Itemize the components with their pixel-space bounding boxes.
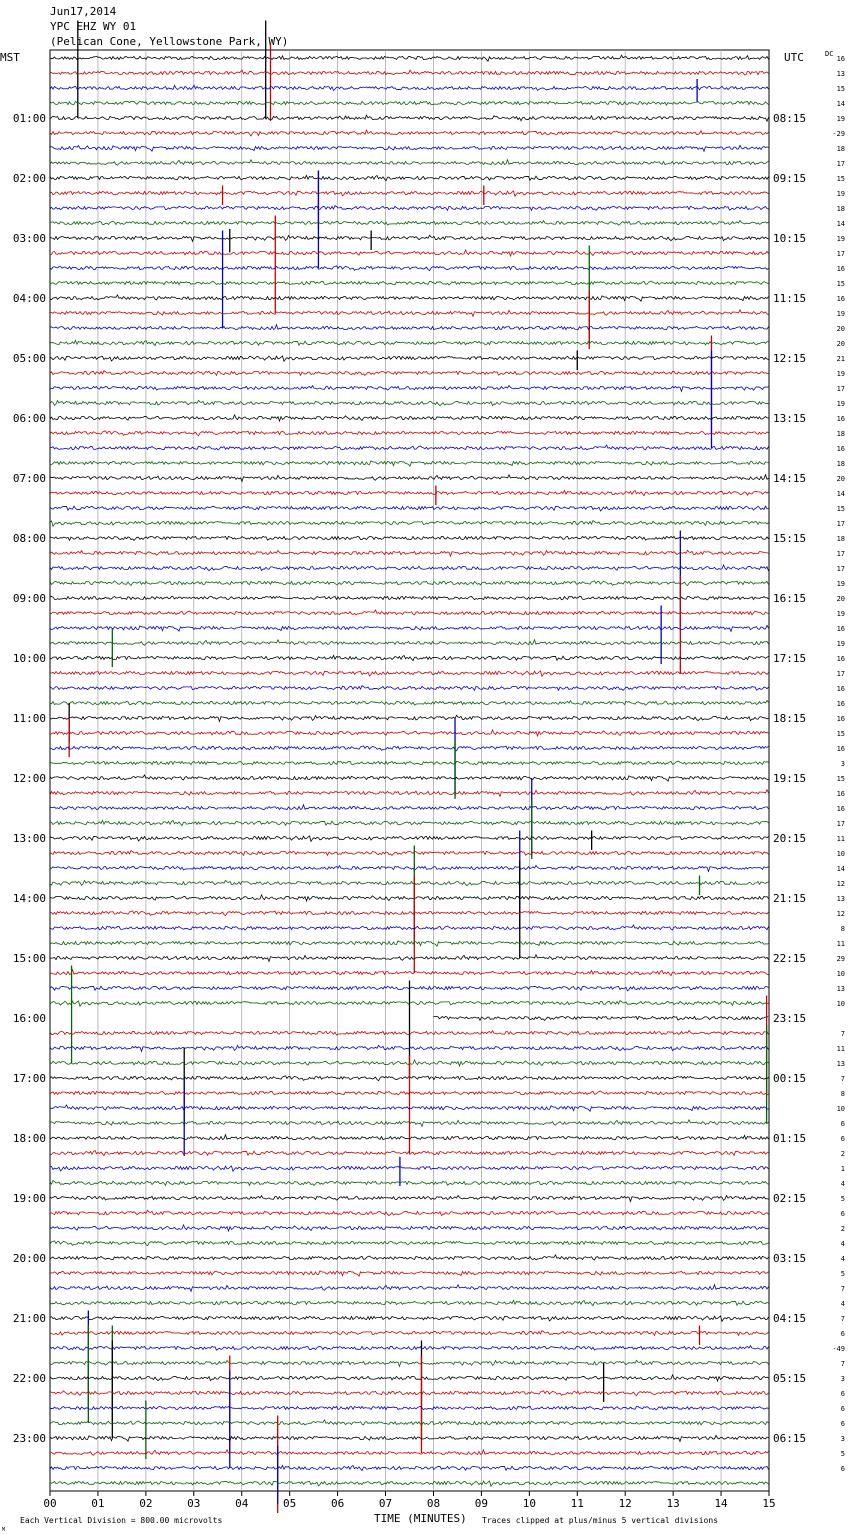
x-tick-label: 13 [666, 1497, 680, 1510]
utc-hour-label: 11:15 [773, 292, 807, 305]
x-tick-label: 14 [714, 1497, 728, 1510]
dc-offset-label: 16 [836, 685, 845, 693]
trace-line [50, 115, 769, 121]
dc-offset-label: 12 [836, 880, 845, 888]
trace-line [50, 356, 769, 361]
mst-hour-label: 09:00 [12, 592, 46, 605]
utc-hour-label: 00:15 [773, 1072, 807, 1085]
dc-offset-label: 6 [840, 1405, 845, 1413]
dc-offset-label: 15 [836, 280, 845, 288]
plot-frame [50, 50, 769, 1491]
label-layer [0, 50, 845, 1533]
chart-date: Jun17,2014 [50, 5, 117, 18]
dc-offset-label: 10 [836, 1000, 845, 1008]
trace-line [50, 1210, 769, 1215]
trace-line [50, 941, 769, 946]
trace-line [50, 1285, 769, 1292]
x-tick-label: 00 [43, 1497, 57, 1510]
dc-offset-label: 19 [836, 235, 845, 243]
utc-hour-label: 19:15 [773, 772, 807, 785]
dc-offset-label: 29 [836, 955, 845, 963]
dc-offset-label: 1 [840, 1165, 845, 1173]
trace-line [50, 1181, 769, 1186]
mst-hour-label: 10:00 [12, 652, 46, 665]
dc-offset-label: 18 [836, 535, 845, 543]
mst-hour-label: 05:00 [12, 352, 46, 365]
mst-hour-label: 21:00 [12, 1312, 46, 1325]
dc-offset-label: 2 [840, 1150, 845, 1158]
mst-axis-title: MST [0, 51, 20, 64]
dc-offset-label: 19 [836, 310, 845, 318]
mst-hour-label: 19:00 [12, 1192, 46, 1205]
trace-line [50, 880, 769, 885]
trace-line [50, 596, 769, 600]
mst-hour-label: 11:00 [12, 712, 46, 725]
trace-line [50, 1450, 769, 1455]
dc-offset-label: 6 [840, 1390, 845, 1398]
dc-offset-label: 16 [836, 265, 845, 273]
dc-offset-label: 4 [840, 1180, 845, 1188]
dc-offset-label: 10 [836, 970, 845, 978]
x-tick-label: 03 [187, 1497, 201, 1510]
trace-line [50, 191, 769, 196]
dc-offset-label: 8 [840, 925, 845, 933]
trace-line [50, 925, 769, 930]
dc-offset-label: 14 [836, 490, 845, 498]
trace-line [50, 490, 769, 495]
trace-line [50, 1331, 769, 1336]
trace-line [50, 1195, 769, 1201]
trace-line [50, 400, 769, 405]
trace-line [50, 1465, 769, 1470]
dc-offset-label: 20 [836, 475, 845, 483]
trace-line [50, 445, 769, 450]
utc-hour-label: 20:15 [773, 832, 807, 845]
trace-line [50, 340, 769, 345]
dc-offset-label: -49 [832, 1345, 845, 1353]
dc-offset-label: 14 [836, 100, 845, 108]
dc-offset-label: 5 [840, 1270, 845, 1278]
dc-offset-label: 16 [836, 55, 845, 63]
x-tick-label: 08 [426, 1497, 441, 1510]
trace-line [50, 266, 769, 271]
dc-offset-label: 19 [836, 610, 845, 618]
corner-mark: M [2, 1527, 6, 1533]
trace-line [50, 145, 769, 151]
utc-hour-label: 21:15 [773, 892, 807, 905]
trace-line [50, 715, 769, 721]
trace-line [50, 101, 769, 105]
x-tick-label: 02 [139, 1497, 153, 1510]
dc-offset-label: 17 [836, 565, 845, 573]
dc-offset-label: 19 [836, 370, 845, 378]
dc-offset-label: 3 [840, 1435, 845, 1443]
dc-offset-label: 14 [836, 865, 845, 873]
utc-hour-label: 14:15 [773, 472, 807, 485]
trace-line [50, 431, 769, 436]
trace-line [50, 671, 769, 676]
trace-line [50, 1481, 769, 1486]
trace-line [434, 1016, 769, 1020]
dc-offset-label: 5 [840, 1195, 845, 1203]
utc-hour-label: 23:15 [773, 1012, 807, 1025]
trace-line [50, 1420, 769, 1425]
dc-offset-label: 6 [840, 1120, 845, 1128]
dc-offset-label: 13 [836, 985, 845, 993]
dc-offset-label: 16 [836, 445, 845, 453]
mst-hour-label: 23:00 [12, 1432, 46, 1445]
trace-line [50, 385, 769, 391]
dc-offset-label: 16 [836, 625, 845, 633]
dc-label: DC [825, 50, 834, 58]
trace-line [50, 70, 769, 75]
chart-location: (Pelican Cone, Yellowstone Park, WY) [50, 35, 289, 48]
dc-offset-label: 16 [836, 745, 845, 753]
dc-offset-label: 17 [836, 250, 845, 258]
trace-line [50, 175, 769, 180]
mst-hour-label: 18:00 [12, 1132, 46, 1145]
dc-offset-label: 14 [836, 220, 845, 228]
utc-hour-label: 05:15 [773, 1372, 807, 1385]
x-tick-label: 10 [522, 1497, 536, 1510]
trace-line [50, 415, 769, 421]
dc-offset-label: 4 [840, 1255, 845, 1263]
trace-line [50, 506, 769, 511]
trace-line [50, 1391, 769, 1396]
x-axis-title: TIME (MINUTES) [374, 1512, 467, 1525]
dc-offset-label: 20 [836, 595, 845, 603]
dc-offset-label: 18 [836, 460, 845, 468]
dc-offset-label: 11 [836, 1045, 845, 1053]
trace-line [50, 371, 769, 376]
mst-hour-label: 12:00 [12, 772, 46, 785]
trace-line [50, 895, 769, 901]
mst-hour-label: 03:00 [12, 232, 46, 245]
x-tick-label: 06 [330, 1497, 345, 1510]
dc-offset-label: 17 [836, 160, 845, 168]
trace-line [50, 536, 769, 540]
dc-offset-label: 13 [836, 70, 845, 78]
dc-offset-label: 4 [840, 1240, 845, 1248]
utc-hour-label: 22:15 [773, 952, 807, 965]
trace-line [50, 235, 769, 241]
dc-offset-label: 16 [836, 295, 845, 303]
trace-line [50, 461, 769, 466]
trace-line [50, 1435, 769, 1441]
trace-line [50, 250, 769, 256]
mst-hour-label: 08:00 [12, 532, 46, 545]
dc-offset-label: 17 [836, 820, 845, 828]
x-tick-label: 11 [570, 1497, 584, 1510]
mst-hour-label: 22:00 [12, 1372, 46, 1385]
dc-offset-label: 18 [836, 145, 845, 153]
dc-offset-label: 5 [840, 1450, 845, 1458]
trace-line [50, 820, 769, 825]
dc-offset-label: 19 [836, 640, 845, 648]
trace-line [50, 206, 769, 211]
trace-line [50, 805, 769, 810]
dc-offset-label: 16 [836, 700, 845, 708]
trace-line [50, 761, 769, 765]
utc-hour-label: 08:15 [773, 112, 807, 125]
dc-offset-label: 4 [840, 1300, 845, 1308]
mst-hour-label: 16:00 [12, 1012, 46, 1025]
mst-hour-label: 07:00 [12, 472, 46, 485]
utc-hour-label: 06:15 [773, 1432, 807, 1445]
trace-line [50, 325, 769, 330]
dc-offset-label: 8 [840, 1090, 845, 1098]
trace-line [50, 851, 769, 856]
dc-offset-label: 15 [836, 730, 845, 738]
trace-line [50, 1271, 769, 1276]
trace-line [50, 970, 769, 976]
mst-hour-label: 04:00 [12, 292, 46, 305]
dc-offset-label: 11 [836, 940, 845, 948]
trace-line [50, 790, 769, 797]
dc-offset-label: 18 [836, 205, 845, 213]
dc-offset-label: 10 [836, 850, 845, 858]
trace-line [50, 1316, 769, 1321]
utc-hour-label: 16:15 [773, 592, 807, 605]
trace-line [50, 521, 769, 527]
trace-line [50, 1241, 769, 1246]
mst-hour-label: 15:00 [12, 952, 46, 965]
dc-offset-label: 7 [840, 1030, 845, 1038]
dc-offset-label: 12 [836, 910, 845, 918]
trace-line [50, 1406, 769, 1410]
x-tick-label: 15 [762, 1497, 776, 1510]
dc-offset-label: 6 [840, 1330, 845, 1338]
dc-offset-label: 15 [836, 775, 845, 783]
x-tick-label: 05 [283, 1497, 297, 1510]
dc-offset-label: 15 [836, 85, 845, 93]
trace-line [50, 310, 769, 317]
trace-line [50, 475, 769, 482]
dc-offset-label: 10 [836, 1105, 845, 1113]
dc-offset-label: 13 [836, 1060, 845, 1068]
trace-line [50, 130, 769, 136]
dc-offset-label: 15 [836, 505, 845, 513]
trace-line [50, 836, 769, 841]
utc-hour-label: 09:15 [773, 172, 807, 185]
dc-offset-label: 15 [836, 175, 845, 183]
utc-hour-label: 13:15 [773, 412, 807, 425]
dc-offset-label: 19 [836, 400, 845, 408]
trace-line [50, 686, 769, 691]
dc-offset-label: 6 [840, 1135, 845, 1143]
dc-offset-label: 11 [836, 835, 845, 843]
utc-hour-label: 02:15 [773, 1192, 807, 1205]
dc-offset-label: 16 [836, 415, 845, 423]
trace-line [50, 550, 769, 556]
dc-offset-label: 18 [836, 430, 845, 438]
utc-hour-label: 12:15 [773, 352, 807, 365]
trace-line [50, 1375, 769, 1381]
mst-hour-label: 14:00 [12, 892, 46, 905]
chart-station: YPC EHZ WY 01 [50, 20, 137, 33]
dc-offset-label: 17 [836, 670, 845, 678]
dc-offset-label: 7 [840, 1315, 845, 1323]
x-tick-label: 09 [474, 1497, 489, 1510]
dc-offset-label: 16 [836, 805, 845, 813]
dc-offset-label: 16 [836, 655, 845, 663]
dc-offset-label: 16 [836, 715, 845, 723]
clip-note: Traces clipped at plus/minus 5 vertical divisions [482, 1516, 719, 1525]
trace-line [50, 295, 769, 301]
trace-line [50, 220, 769, 225]
x-tick-label: 07 [378, 1497, 393, 1510]
trace-line [50, 1346, 769, 1351]
utc-hour-label: 04:15 [773, 1312, 807, 1325]
trace-line [50, 281, 769, 285]
trace-line [50, 955, 769, 962]
mst-hour-label: 02:00 [12, 172, 46, 185]
utc-hour-label: 18:15 [773, 712, 807, 725]
trace-line [50, 746, 769, 751]
trace-line [50, 1166, 769, 1171]
trace-line [50, 911, 769, 916]
dc-offset-label: 19 [836, 580, 845, 588]
utc-hour-label: 03:15 [773, 1252, 807, 1265]
dc-offset-label: 17 [836, 385, 845, 393]
utc-hour-label: 17:15 [773, 652, 807, 665]
trace-line [50, 565, 769, 571]
trace-line [50, 55, 769, 61]
x-tick-label: 12 [618, 1497, 632, 1510]
utc-hour-label: 15:15 [773, 532, 807, 545]
trace-line [50, 730, 769, 736]
dc-offset-label: 7 [840, 1075, 845, 1083]
mst-hour-label: 01:00 [12, 112, 46, 125]
dc-offset-label: 20 [836, 340, 845, 348]
dc-offset-label: 3 [840, 760, 845, 768]
trace-line [50, 160, 769, 165]
trace-line [50, 1300, 769, 1305]
mst-hour-label: 20:00 [12, 1252, 46, 1265]
mst-hour-label: 17:00 [12, 1072, 46, 1085]
dc-offset-label: 6 [840, 1210, 845, 1218]
dc-offset-label: 7 [840, 1360, 845, 1368]
dc-offset-label: -29 [832, 130, 845, 138]
dc-offset-label: 19 [836, 115, 845, 123]
trace-line [50, 865, 769, 871]
x-tick-label: 01 [91, 1497, 105, 1510]
dc-offset-label: 6 [840, 1420, 845, 1428]
dc-offset-label: 17 [836, 550, 845, 558]
dc-offset-label: 13 [836, 895, 845, 903]
dc-offset-label: 6 [840, 1465, 845, 1473]
dc-offset-label: 21 [836, 355, 845, 363]
trace-line [50, 581, 769, 586]
trace-line [50, 700, 769, 705]
mst-hour-label: 06:00 [12, 412, 46, 425]
dc-offset-label: 19 [836, 190, 845, 198]
trace-layer [50, 21, 769, 1514]
x-tick-label: 04 [235, 1497, 249, 1510]
dc-offset-label: 20 [836, 325, 845, 333]
dc-offset-label: 16 [836, 790, 845, 798]
dc-offset-label: 3 [840, 1375, 845, 1383]
dc-offset-label: 17 [836, 520, 845, 528]
trace-line [50, 85, 769, 90]
utc-hour-label: 10:15 [773, 232, 807, 245]
trace-line [50, 1255, 769, 1260]
scale-note: Each Vertical Division = 800.00 microvolts [20, 1516, 223, 1525]
trace-line [50, 1225, 769, 1231]
dc-offset-label: 2 [840, 1225, 845, 1233]
trace-line [50, 775, 769, 781]
mst-hour-label: 13:00 [12, 832, 46, 845]
utc-hour-label: 01:15 [773, 1132, 807, 1145]
dc-offset-label: 7 [840, 1285, 845, 1293]
utc-axis-title: UTC [784, 51, 804, 64]
trace-line [50, 1360, 769, 1366]
